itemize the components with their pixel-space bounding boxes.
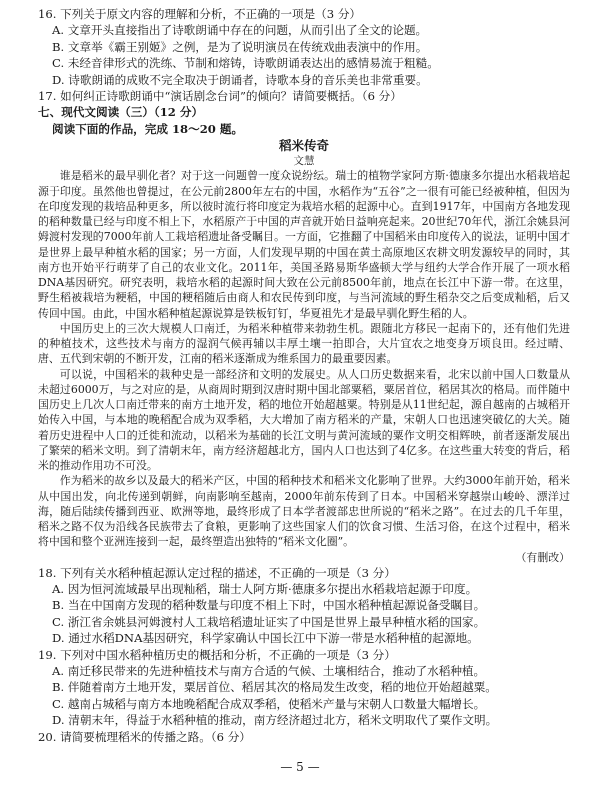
article-author: 文慧 [293, 155, 315, 168]
q19-option-c: C. 越南占城稻与南方本地晚稻配合成双季稻，使稻米产量与宋朝人口数量大幅增长。 [52, 696, 486, 711]
section-instruction: 阅读下面的作品，完成 18～20 题。 [52, 121, 244, 136]
q16-stem: 16. 下列关于原文内容的理解和分析，不正确的一项是（3 分） [38, 7, 362, 21]
q16-option-c: C. 未经音律形式的洗练、节制和熔铸，诗歌朗诵表达出的感情易流于粗糙。 [52, 56, 439, 71]
article-paragraph: 可以说，中国稻米的栽种史是一部经济和文明的发展史。从人口历史数据来看，北宋以前中国人口数量从未超过6000万，与之对应的是，从商周时期到汉唐时期中国北部粟稻，粟居首位，稻居其次的格局。而伴随中国历史上几次人口南迁带来的南方土地开发，稻的地位开始超越粟。特别是从11世纪起，源自越南的占城稻开始传入中国，与本地的晚稻配合成为双季稻，大大增加了南方稻米的产量，宋朝人口也迅速突破亿的大关。随着历史进程中人口的迁徙和流动，以稻米为基础的长江文明与黄河流域的粟作文明交相辉映，前者逐渐发展出了繁荣的稻米文明。到了清朝末年，南方经济超越北方，国内人口也达到了4亿多。在这些重大转变的背后，稻米的推动作用功不可没。 [38, 367, 570, 472]
q16-option-d: D. 诗歌朗诵的成败不完全取决于朗诵者，诗歌本身的音乐美也非常重要。 [52, 72, 428, 87]
page-number: — 5 — [280, 760, 320, 774]
section-heading: 七、现代文阅读（三）（12 分） [38, 105, 204, 120]
q19-option-a: A. 南迁移民带来的先进种植技术与南方合适的气候、土壤相结合，推动了水稻种植。 [52, 663, 486, 678]
q18-option-b: B. 当在中国南方发现的稻种数量与印度不相上下时，中国水稻种植起源说备受瞩目。 [52, 598, 486, 613]
article-paragraph: 中国历史上的三次大规模人口南迁，为稻米种植带来勃勃生机。跟随北方移民一起南下的，还有他们先进的种植技术，这些技术与南方的湿润气候再辅以丰厚土壤一拍即合，大片宜农之地变身万顷良田。经过晴、唐、五代到宋朝的不断开发，江南的稻米逐渐成为维系国力的最重要因素。 [38, 321, 570, 366]
q18-option-d: D. 通过水稻DNA基因研究，科学家确认中国长江中下游一带是水稻种植的起源地。 [52, 631, 479, 646]
q18-option-c: C. 浙江省余姚县河姆渡村人工栽培稻遗址证实了中国是世界上最早种植水稻的国家。 [52, 614, 486, 629]
article-source-note: （有删改） [515, 550, 570, 564]
q18-option-a: A. 因为恒河流域最早出现籼稻，瑞士人阿方斯·德康多尔提出水稻栽培起源于印度。 [52, 581, 478, 596]
q19-option-d: D. 清朝末年，得益于水稻种植的推动，南方经济超过北方，稻米文明取代了粟作文明。 [52, 713, 498, 728]
article-paragraph: 谁是稻米的最早驯化者？对于这一问题曾一度众说纷纭。瑞士的植物学家阿方斯·德康多尔提出水稻栽培起源于印度。虽然他也曾提过，在公元前2800年左右的中国，水稻作为“五谷”之一很有可能已经被种植，但因为在印度发现的栽培品种更多，所以彼时流行将印度定为栽培水稻的起源中心。直到1917年，中国南方各地发现的稻种数量已经与印度不相上下，水稻原产于中国的声音就开始日益响亮起来。20世纪70年代，浙江余姚县河姆渡村发现的7000年前人工栽培稻遗址备受瞩目。一方面，它推翻了中国稻米由印度传入的说法，证明中国才是世界上最早种植水稻的国家；另一方面，人们发现早期的中国在黄土高原地区农耕文明发源较早的同时，其南方也开始平行萌芽了自己的农业文化。2011年，美国圣路易斯华盛顿大学与纽约大学合作开展了一项水稻DNA基因研究。研究表明，栽培水稻的起源时间大致在公元前8500年前，地点在长江中下游一带。在这里，野生稻被栽培为粳稻，中国的粳稻随后由商人和农民传到印度，与当河流域的野生稻杂交之后变成籼稻，后又传回中国。由此，中国水稻种植起源说算是铁板钉钉，华夏祖先才是最早驯化野生稻的人。 [38, 169, 570, 320]
q16-option-b: B. 文章举《霸王别姬》之例，是为了说明演员在传统戏曲表演中的作用。 [52, 39, 428, 54]
q19-option-b: B. 伴随着南方土地开发，粟居首位、稻居其次的格局发生改变，稻的地位开始超越粟。 [52, 680, 497, 695]
article-paragraph: 作为稻米的故乡以及最大的稻米产区，中国的稻种技术和稻米文化影响了世界。大约3000年前开始，稻米从中国出发，向北传递到朝鲜，向南影响至越南，2000年前东传到了日本。中国稻米穿越崇山峻岭、漂洋过海，随后陆续传播到西亚、欧洲等地，最终形成了日本学者渡部忠世所说的“稻米之路”。在过去的几千年里，稻米之路不仅为沿线各民族带去了食粮，更影响了这些国家人们的饮食习惯、生活习俗，在这个过程中，稻米将中国和整个亚洲连接到一起，最终塑造出独特的“稻米文化圈”。 [38, 474, 570, 549]
q19-stem: 19. 下列对中国水稻种植历史的概括和分析，不正确的一项是（3 分） [38, 647, 396, 662]
q18-stem: 18. 下列有关水稻种植起源认定过程的描述，不正确的一项是（3 分） [38, 565, 396, 580]
q16-option-a: A. 文章开头直接指出了诗歌朗诵中存在的问题，从而引出了全文的论题。 [52, 23, 428, 38]
q20-question: 20. 请简要梳理稻米的传播之路。（6 分） [38, 729, 251, 744]
article-title: 稻米传奇 [278, 138, 329, 154]
q17-question: 17. 如何纠正诗歌朗诵中“演话剧念台词”的倾向？请简要概括。（6 分） [38, 89, 402, 104]
